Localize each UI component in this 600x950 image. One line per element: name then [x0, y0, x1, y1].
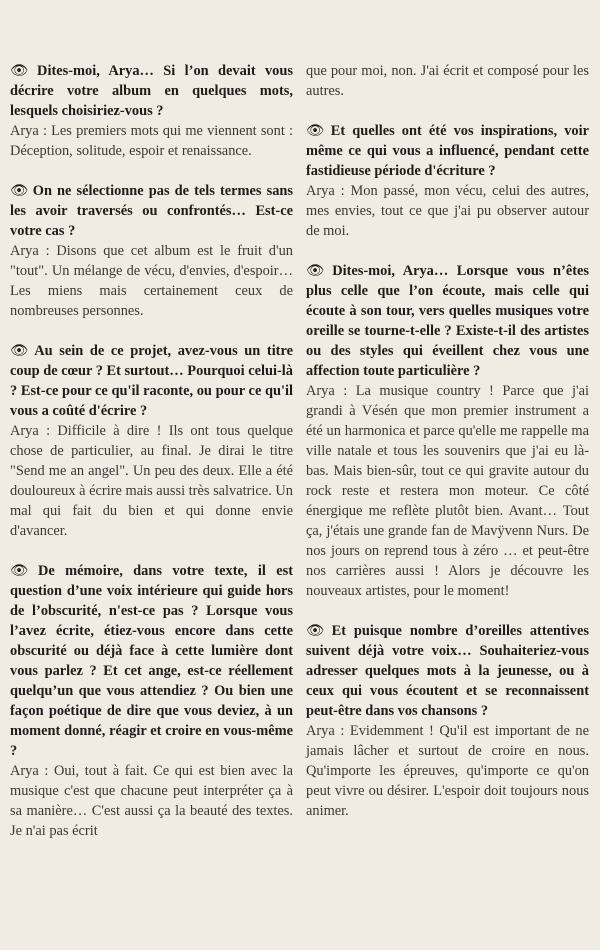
qa-block [306, 261, 589, 601]
question-text: Au sein de ce projet, avez-vous un titre coup de cœur ? Et surtout… Pourquoi celui-là ? Est-ce pour ce qu'il raconte, ou pour ce qu'il vous a coûté d'écrire ? [10, 343, 293, 419]
eye-icon: 👁 [10, 343, 32, 359]
answer: Arya : Evidemment ! Qu'il est important de ne jamais lâcher et surtout de croire en nous. Qu'importe les épreuves, qu'importe ce qu'on peut vivre ou désirer. L'espoir doit toujours nous animer. [306, 723, 589, 819]
question [10, 61, 293, 121]
answer: Arya : Mon passé, mon vécu, celui des autres, mes envies, tout ce que j'ai pu observer autour de moi. [306, 183, 589, 239]
question-text: Dites-moi, Arya… Si l’on devait vous décrire votre album en quelques mots, lesquels choisiriez-vous ? [10, 63, 293, 119]
right-column [306, 61, 589, 950]
qa-block-continued [306, 61, 589, 101]
answer: Arya : La musique country ! Parce que j'ai grandi à Vésén que mon premier instrument a été un harmonica et parce qu'elle me rappelle ma ville natale et tous les souvenirs que j'ai eu là-bas. Mais bien-sûr, tout ce qui gravite autour du rock reste et restera mon moteur. Ce côté énergique me reflète plutôt bien. Avant… Tout ça, j'étais une grande fan de Mavÿvenn Nurs. De nos jours on reprend tous à zéro … et peut-être nos carrières aussi ! Alors je découvre les nouveaux artistes, pour le moment! [306, 383, 589, 599]
answer: Arya : Oui, tout à fait. Ce qui est bien avec la musique c'est que chacune peut interpréter ça à sa manière… C'est aussi ça la beauté des textes. Je n'ai pas écrit [10, 763, 293, 839]
qa-block [10, 61, 293, 161]
eye-icon: 👁 [10, 63, 35, 79]
eye-icon: 👁 [10, 563, 36, 579]
question [10, 561, 293, 761]
answer: Arya : Disons que cet album est le fruit d'un "tout". Un mélange de vécu, d'envies, d'espoir… Les miens mais certainement ceux de nombreuses personnes. [10, 243, 293, 319]
answer: Arya : Difficile à dire ! Ils ont tous quelque chose de particulier, au final. Je dirai le titre "Send me an angel". Un peu des deux. Elle a été douloureux à écrire mais aussi très salvatrice. Un mal qui fait du bien et qui donne envie d'avancer. [10, 423, 293, 539]
question-text: Et quelles ont été vos inspirations, voir même ce qui vous a influencé, pendant cette fastidieuse période d'écriture ? [306, 123, 589, 179]
qa-block [306, 121, 589, 241]
question [306, 261, 589, 381]
question [10, 341, 293, 421]
qa-block [10, 181, 293, 321]
eye-icon: 👁 [306, 263, 330, 279]
question-text: De mémoire, dans votre texte, il est question d’une voix intérieure qui guide hors de l’obscurité, n'est-ce pas ? Lorsque vous l’avez écrite, étiez-vous encore dans cette obscurité ou déjà face à cette lumière dont vous parlez ? Et cet ange, est-ce réellement quelqu’un que vous attendiez ? Ou bien une façon poétique de dire que vous deviez, à un moment donné, réagir et croire en vous-même ? [10, 563, 293, 759]
question [10, 181, 293, 241]
eye-icon: 👁 [306, 623, 329, 639]
question-text: Dites-moi, Arya… Lorsque vous n’êtes plus celle que l’on écoute, mais celle qui écoute à son tour, vers quelles musiques votre oreille se tourne-t-elle ? Existe-t-il des artistes ou des styles qui éveillent chez vous une affection toute particulière ? [306, 263, 589, 379]
question-text: On ne sélectionne pas de tels termes sans les avoir traversés ou confrontés… Est-ce votre cas ? [10, 183, 293, 239]
left-column [10, 61, 293, 950]
qa-block [306, 621, 589, 821]
answer: Arya : Les premiers mots qui me viennent sont : Déception, solitude, espoir et renaissance. [10, 123, 293, 159]
question-text: Et puisque nombre d’oreilles attentives suivent déjà votre voix… Souhaiteriez-vous adresser quelques mots à la jeunesse, ou à ceux qui vous écoutent et se reconnaissent peut-être dans vos chansons ? [306, 623, 589, 719]
eye-icon: 👁 [10, 183, 30, 199]
question [306, 121, 589, 181]
question [306, 621, 589, 721]
eye-icon: 👁 [306, 123, 328, 139]
answer: que pour moi, non. J'ai écrit et composé pour les autres. [306, 63, 589, 99]
qa-block [10, 341, 293, 541]
qa-block [10, 561, 293, 841]
